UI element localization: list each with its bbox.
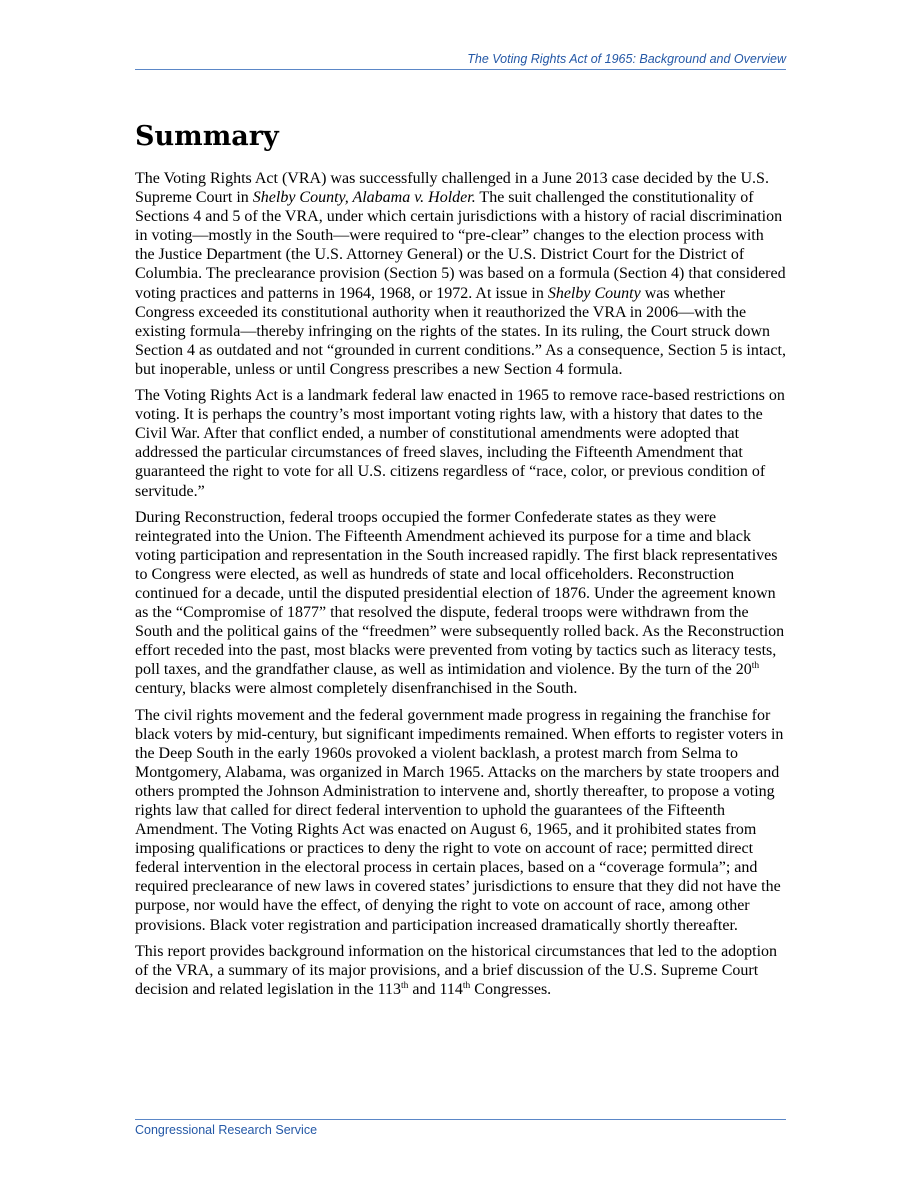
p5-text-a: This report provides background information on the historical circumstances that led to the adoption of the VRA, a summary of its major provisions, and a brief discussion of the U.S. Supreme Court decision and related legislation in the 113 bbox=[135, 942, 778, 998]
page-title: Summary bbox=[135, 121, 279, 152]
p3-text-a: During Reconstruction, federal troops occupied the former Confederate states as they were reintegrated into the Union. The Fifteenth Amendment achieved its purpose for a time and black voting participation and representation in the South increased rapidly. The first black representatives to Congress were elected, as well as hundreds of state and local officeholders. Reconstruction continued for a decade, until the disputed presidential election of 1876. Under the agreement known as the “Compromise of 1877” that resolved the dispute, federal troops were withdrawn from the South and the political gains of the “freedmen” were subsequently rolled back. As the Reconstruction effort receded into the past, most blacks were prevented from voting by tactics such as literacy tests, poll taxes, and the grandfather clause, as well as intimidation and violence. By the turn of the 20 bbox=[135, 508, 785, 679]
p1-text-c: was whether Congress exceeded its constitutional authority when it reauthorized the VRA in 2006—with the existing formula—thereby infringing on the rights of the states. In its ruling, the Court struck down Section 4 as outdated and not “grounded in current conditions.” As a consequence, Section 5 is intact, but inoperable, unless or until Congress prescribes a new Section 4 formula. bbox=[135, 284, 786, 378]
ordinal-superscript: th bbox=[751, 661, 760, 672]
footer-label: Congressional Research Service bbox=[135, 1123, 318, 1137]
p5-text-c: Congresses. bbox=[470, 980, 552, 998]
paragraph-4: The civil rights movement and the federal government made progress in regaining the franchise for black voters by mid-century, but significant impediments remained. When efforts to register voters in the Deep South in the early 1960s provoked a violent backlash, a protest march from Selma to Montgomery, Alabama, was organized in March 1965. Attacks on the marchers by state troopers and others prompted the Johnson Administration to intervene and, shortly thereafter, to propose a voting rights law that called for direct federal intervention to uphold the guarantees of the Fifteenth Amendment. The Voting Rights Act was enacted on August 6, 1965, and it prohibited states from imposing qualifications or practices to deny the right to vote on account of race; permitted direct federal intervention in the electoral process in certain places, based on a “coverage formula”; and required preclearance of new laws in covered states’ jurisdictions to ensure that they did not have the purpose, nor would have the effect, of denying the right to vote on account of race, among other provisions. Black voter registration and participation increased dramatically shortly thereafter. bbox=[135, 706, 784, 934]
p1-text-b: The suit challenged the constitutionality of Sections 4 and 5 of the VRA, under which certain jurisdictions with a history of racial discrimination in voting—mostly in the South—were required to “pre-clear” changes to the election process with the Justice Department (the U.S. Attorney General) or the U.S. District Court for the District of Columbia. The preclearance provision (Section 5) was based on a formula (Section 4) that considered voting practices and patterns in 1964, 1968, or 1972. At issue in bbox=[135, 189, 786, 302]
footer-rule bbox=[135, 1119, 786, 1120]
p1-text-a: The Voting Rights Act (VRA) was successfully challenged in a June 2013 case decided by the U.S. Supreme Court in bbox=[135, 170, 769, 207]
header-rule bbox=[135, 69, 786, 70]
paragraph-5 bbox=[135, 942, 786, 999]
p3-text-b: century, blacks were almost completely disenfranchised in the South. bbox=[135, 680, 578, 698]
ordinal-superscript: th bbox=[462, 980, 471, 991]
paragraph-2: The Voting Rights Act is a landmark federal law enacted in 1965 to remove race-based restrictions on voting. It is perhaps the country’s most important voting rights law, with a history that dates to the Civil War. After that conflict ended, a number of constitutional amendments were adopted that addressed the particular circumstances of freed slaves, including the Fifteenth Amendment that guaranteed the right to vote for all U.S. citizens regardless of “race, color, or previous condition of servitude.” bbox=[135, 387, 785, 500]
running-header: The Voting Rights Act of 1965: Background and Overview bbox=[467, 52, 786, 66]
paragraph-1 bbox=[135, 169, 786, 379]
summary-body bbox=[135, 169, 786, 1006]
case-name: Shelby County, Alabama v. Holder. bbox=[252, 189, 476, 207]
ordinal-superscript: th bbox=[401, 980, 409, 991]
p5-text-b: and 114 bbox=[408, 980, 463, 998]
case-short-name: Shelby County bbox=[547, 284, 641, 302]
paragraph-3 bbox=[135, 508, 786, 699]
